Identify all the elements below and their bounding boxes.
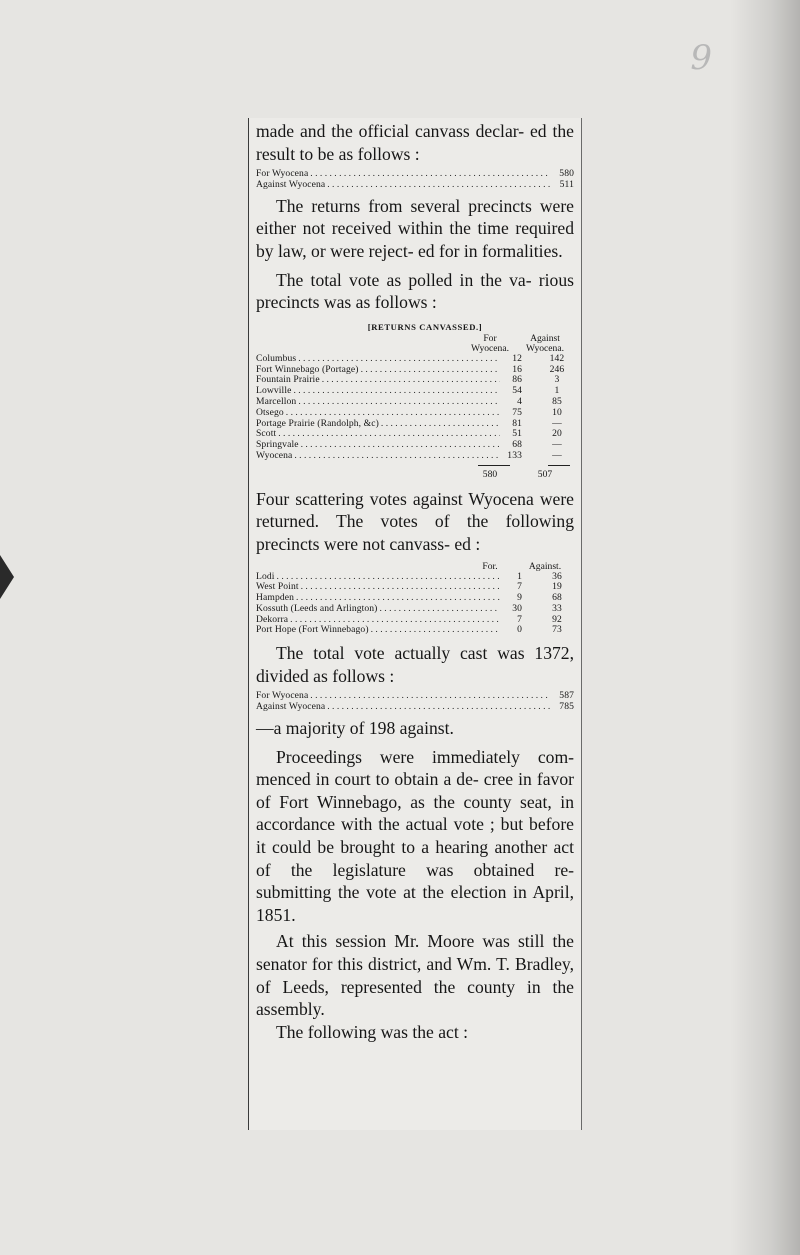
vote-for: 9 (517, 592, 522, 604)
vote-for: 75 (512, 406, 522, 418)
table-header: For Wyocena. Against Wyocena. (470, 332, 565, 354)
vote-for: 12 (512, 352, 522, 364)
paragraph-proceedings: Proceedings were immediately com- menced in court to obtain a de- cree in favor of Fort Winnebago, as the county seat, in accordance with the actual vote ; but before it could be brought to a hearing another act of the legislature was obtained re- submitting the vote at the election in April, 1851. (256, 746, 574, 925)
paragraph-scattering: Four scattering votes against Wyocena were returned. The votes of the following precincts were not canvass- ed : (256, 488, 574, 554)
paragraph-total-cast: The total vote actually cast was 1372, divided as follows : (256, 643, 574, 686)
precinct-name: Otsego (256, 406, 284, 418)
vote-for: 133 (507, 449, 522, 461)
table-row (256, 375, 574, 386)
table-caption: [RETURNS CANVASSED.] (367, 321, 483, 332)
vote-against: 246 (549, 363, 565, 375)
page-edge-shadow (730, 0, 800, 1255)
vote-against: 20 (552, 428, 562, 440)
table-row (256, 429, 574, 440)
table-row (256, 582, 574, 593)
vote-for: 51 (512, 428, 522, 440)
vote-for: 7 (517, 581, 522, 593)
table-row (256, 440, 574, 451)
article-column (256, 120, 574, 1043)
vote-against: 33 (552, 602, 562, 614)
precinct-name: Fort Winnebago (Portage) (256, 363, 359, 375)
paragraph-total-polled: The total vote as polled in the va- rious precincts was as follows : (256, 269, 574, 313)
precinct-name: Springvale (256, 439, 299, 451)
paragraph-session: At this session Mr. Moore was still the senator for this district, and Wm. T. Bradley, of Leeds, represented the county in the assembly. (256, 931, 574, 1020)
vote-for: 81 (512, 417, 522, 429)
precinct-name: West Point (256, 581, 299, 593)
precinct-name: Portage Prairie (Randolph, &c) (256, 417, 379, 429)
table-row: For Wyocena . . . 587 (256, 691, 574, 702)
table-row (256, 408, 574, 419)
vote-against: 1 (554, 385, 560, 397)
table-row (256, 625, 574, 636)
table-row (256, 397, 574, 408)
precinct-name: Scott (256, 428, 277, 440)
table-total-rule (256, 465, 574, 466)
vote-against: 85 (552, 395, 562, 407)
precinct-name: Kossuth (Leeds and Arlington) (256, 602, 378, 614)
precinct-name: Marcellon (256, 395, 297, 407)
precinct-name: Fountain Prairie (256, 374, 320, 386)
precinct-table-body (256, 354, 574, 462)
vote-against: 73 (552, 624, 562, 636)
paragraph-returns: The returns from several precincts were either not received within the time required by law, or were reject- ed for in formalities. (256, 195, 574, 261)
vote-against: 36 (552, 570, 562, 582)
vote-against: — (552, 439, 562, 451)
vote-for: 68 (512, 439, 522, 451)
paragraph-intro: made and the official canvass declar- ed the result to be as follows : (256, 121, 574, 164)
vote-for: 86 (512, 374, 522, 386)
table-row: For Wyocena . . . 580 (256, 169, 574, 180)
vote-against: 3 (554, 374, 560, 386)
table-row (256, 572, 574, 583)
precinct-name: Columbus (256, 352, 297, 364)
vote-for: 1 (517, 570, 522, 582)
vote-for: 54 (512, 385, 522, 397)
vote-against: — (552, 417, 562, 429)
vote-for: 16 (512, 363, 522, 375)
actual-vote-table (256, 691, 574, 713)
binding-notch (0, 555, 14, 599)
table-row: Against Wyocena . . . 785 (256, 702, 574, 713)
precinct-name: Port Hope (Fort Winnebago) (256, 624, 369, 636)
vote-for: 4 (517, 395, 522, 407)
vote-against: 19 (552, 581, 562, 593)
vote-against: 142 (549, 352, 565, 364)
table-row (256, 604, 574, 615)
uncanvassed-table-body (256, 572, 574, 637)
canvass-result-table (256, 169, 574, 191)
precinct-name: Lowville (256, 385, 292, 397)
vote-for: 7 (517, 613, 522, 625)
precinct-name: Wyocena (256, 449, 293, 461)
vote-for: 30 (512, 602, 522, 614)
vote-against: — (552, 449, 562, 461)
table-totals: 580 507 (482, 468, 553, 480)
vote-for: 0 (517, 624, 522, 636)
uncanvassed-header: For. Against. (482, 560, 562, 572)
table-row (256, 386, 574, 397)
precinct-name: Hampden (256, 592, 294, 604)
table-row (256, 419, 574, 430)
precinct-name: Dekorra (256, 613, 289, 625)
precinct-name: Lodi (256, 570, 275, 582)
table-row: Against Wyocena . . . 511 (256, 180, 574, 191)
paragraph-majority: —a majority of 198 against. (256, 718, 454, 739)
table-row (256, 451, 574, 462)
vote-against: 92 (552, 613, 562, 625)
page-number-mark: 9 (690, 38, 712, 78)
table-row (256, 354, 574, 365)
paragraph-act-intro: The following was the act : (276, 1021, 469, 1042)
vote-against: 10 (552, 406, 562, 418)
vote-against: 68 (552, 592, 562, 604)
